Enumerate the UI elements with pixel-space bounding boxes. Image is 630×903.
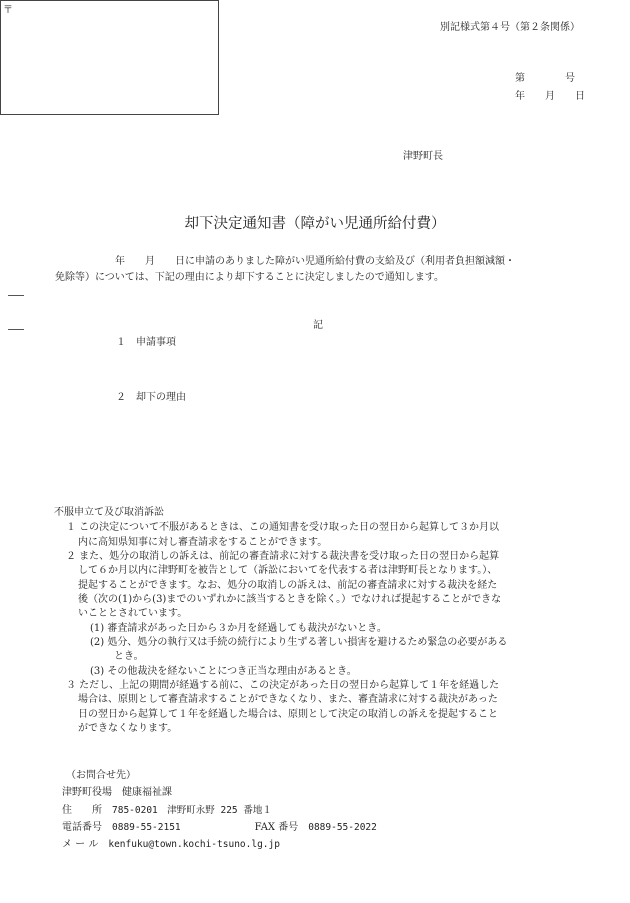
address-label: 住 所 [62, 804, 102, 816]
appeal-line: 日の翌日から起算して１年を経過した場合は、原則として決定の取消しの訴えを提起すること [78, 709, 498, 720]
appeal-sub-line: (2) 処分、処分の執行又は手続の続行により生ずる著しい損害を避けるため緊急の必要がある [90, 637, 508, 648]
appeal-line: 場合は、原則として審査請求することができなくなり、また、審査請求に対する裁決があった [78, 694, 498, 705]
margin-tick-mark [8, 295, 24, 296]
appeal-heading: 不服申立て及び取消訴訟 [54, 507, 164, 518]
address-window-box [0, 0, 219, 115]
email-value[interactable]: kenfuku@town.kochi-tsuno.lg.jp [108, 839, 280, 851]
contact-block [62, 766, 377, 852]
email-label: メ ー ル [62, 839, 99, 851]
address-value: 785-0201 津野町永野 225 番地１ [112, 804, 272, 816]
contact-email-row [62, 835, 377, 852]
body-text-line: 年 月 日に申請のありました障がい児通所給付費の支給及び（利用者負担額減額・ [55, 256, 515, 267]
appeal-sub-line: (1) 審査請求があった日から３か月を経過しても裁決がないとき。 [90, 623, 387, 634]
fax-value: 0889-55-2022 [308, 821, 377, 833]
appeal-line: ３ ただし、上記の期間が経過する前に、この決定があった日の翌日から起算して１年を経過した [66, 680, 500, 691]
contact-address-row [62, 801, 377, 818]
contact-heading: （お問合せ先） [66, 770, 136, 781]
phone-value: 0889-55-2151 [112, 821, 181, 833]
document-number: 第 号 [515, 73, 575, 84]
appeal-line: １ この決定について不服があるときは、この通知書を受け取った日の翌日から起算して３か月以 [66, 522, 499, 533]
appeal-sub-line: (3) その他裁決を経ないことにつき正当な理由があるとき。 [90, 666, 357, 677]
appeal-line: 後（次の(1)から(3)までのいずれかに該当するときを除く。）でなければ提起することができな [78, 594, 502, 605]
document-date: 年 月 日 [515, 91, 585, 102]
appeal-line: ２ また、処分の取消しの訴えは、前記の審査請求に対する裁決書を受け取った日の翌日から起算 [66, 551, 500, 562]
ki-heading: 記 [313, 320, 323, 331]
item-rejection-reason: ２ 却下の理由 [116, 392, 186, 403]
postal-mark: 〒 [3, 5, 13, 16]
document-title: 却下決定通知書（障がい児通所給付費） [184, 216, 446, 232]
appeal-line: 内に高知県知事に対し審査請求をすることができます。 [78, 537, 328, 548]
body-text-line: 免除等）については、下記の理由により却下することに決定しましたので通知します。 [55, 272, 444, 283]
fax-label: FAX 番号 [254, 821, 299, 833]
appeal-sub-line: とき。 [114, 651, 144, 662]
appeal-line: して６か月以内に津野町を被告として（訴訟においてを代表する者は津野町長となります。）、 [78, 565, 498, 576]
contact-office: 津野町役場 健康福祉課 [62, 787, 172, 799]
appeal-line: ができなくなります。 [78, 723, 178, 734]
item-application-matter: １ 申請事項 [116, 337, 176, 348]
form-number: 別記様式第４号（第２条関係） [440, 22, 580, 33]
contact-phone-row [62, 818, 377, 835]
appeal-line: いこととされています。 [78, 608, 188, 619]
sender-name: 津野町長 [403, 151, 443, 162]
phone-label: 電話番号 [62, 821, 102, 833]
margin-tick-mark [8, 329, 24, 330]
appeal-line: 提起することができます。なお、処分の取消しの訴えは、前記の審査請求に対する裁決を経た [78, 580, 498, 591]
